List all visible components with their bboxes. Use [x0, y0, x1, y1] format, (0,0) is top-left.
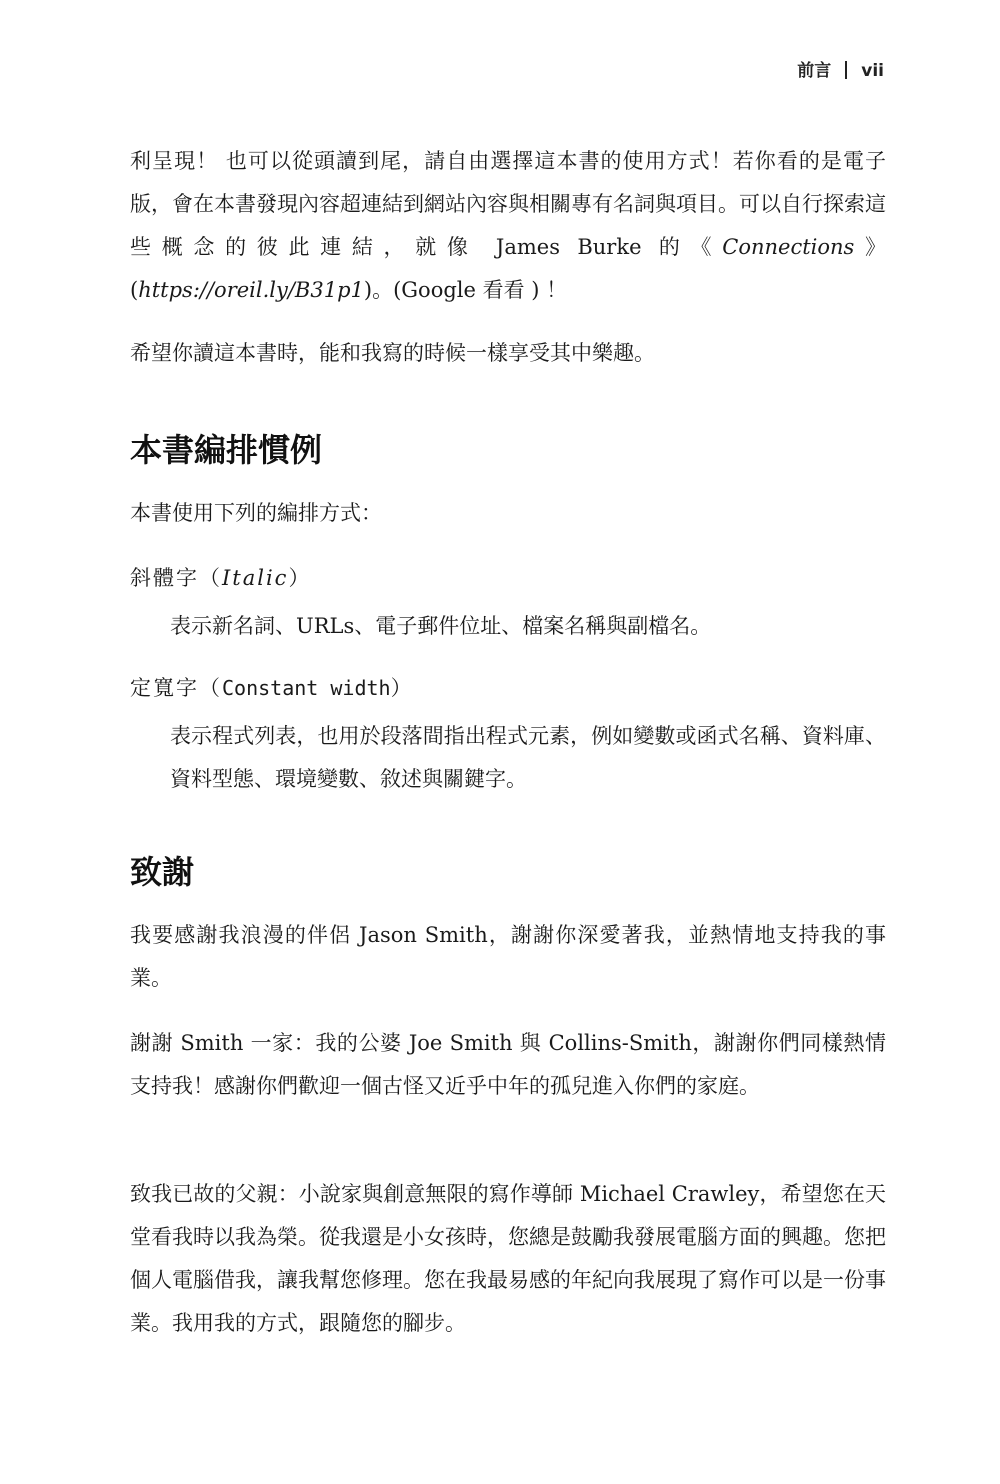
conventions-intro: 本書使用下列的編排方式：	[130, 501, 382, 525]
running-head-separator	[845, 61, 847, 79]
intro-text: 利呈現！ 也可以從頭讀到尾，請自由選擇這本書的使用方式！若你看的是電子版，會在本書發現內容超連結到網站內容與相關專有名詞與項目。可以自行探索這些概念的彼此連結，就像 James Burke 的《	[130, 149, 886, 259]
url-link[interactable]: https://oreil.ly/B31p1	[138, 278, 364, 302]
running-head	[797, 56, 884, 81]
italic-example: Italic	[222, 566, 289, 590]
acknowledgments-heading: 致謝	[130, 853, 195, 891]
intro-paragraph-2: 希望你讀這本書時，能和我寫的時候一樣享受其中樂趣。	[130, 341, 655, 365]
ack-paragraph-1: 我要感謝我浪漫的伴侶 Jason Smith，謝謝你深愛著我，並熱情地支持我的事業。	[130, 923, 886, 990]
running-head-section: 前言	[797, 61, 832, 81]
term-suffix: ）	[288, 566, 312, 590]
italic-term	[130, 557, 311, 600]
mono-term	[130, 667, 414, 710]
term-prefix: 斜體字（	[130, 566, 222, 590]
intro-text: )。(Google 看看 ) ！	[363, 278, 568, 302]
intro-text: 》(	[130, 235, 887, 302]
term-suffix: ）	[390, 676, 414, 700]
intro-paragraph-1	[130, 140, 886, 312]
ack-paragraph-2: 謝謝 Smith 一家：我的公婆 Joe Smith 與 Collins-Smith，謝謝你們同樣熱情支持我！感謝你們歡迎一個古怪又近乎中年的孤兒進入你們的家庭。	[130, 1031, 886, 1098]
term-prefix: 定寬字（	[130, 676, 222, 700]
conventions-heading: 本書編排慣例	[130, 431, 323, 469]
mono-example: Constant width	[222, 676, 391, 700]
book-title: Connections	[722, 235, 855, 259]
ack-paragraph-3: 致我已故的父親：小說家與創意無限的寫作導師 Michael Crawley，希望您在天堂看我時以我為榮。從我還是小女孩時，您總是鼓勵我發展電腦方面的興趣。您把個人電腦借我，讓我幫您修理。您在我最易感的年紀向我展現了寫作可以是一份事業。我用我的方式，跟隨您的腳步。	[130, 1182, 886, 1335]
page-number: vii	[861, 61, 884, 81]
italic-description: 表示新名詞、URLs、電子郵件位址、檔案名稱與副檔名。	[170, 614, 712, 638]
mono-description: 表示程式列表，也用於段落間指出程式元素，例如變數或函式名稱、資料庫、資料型態、環境變數、敘述與關鍵字。	[170, 724, 886, 791]
